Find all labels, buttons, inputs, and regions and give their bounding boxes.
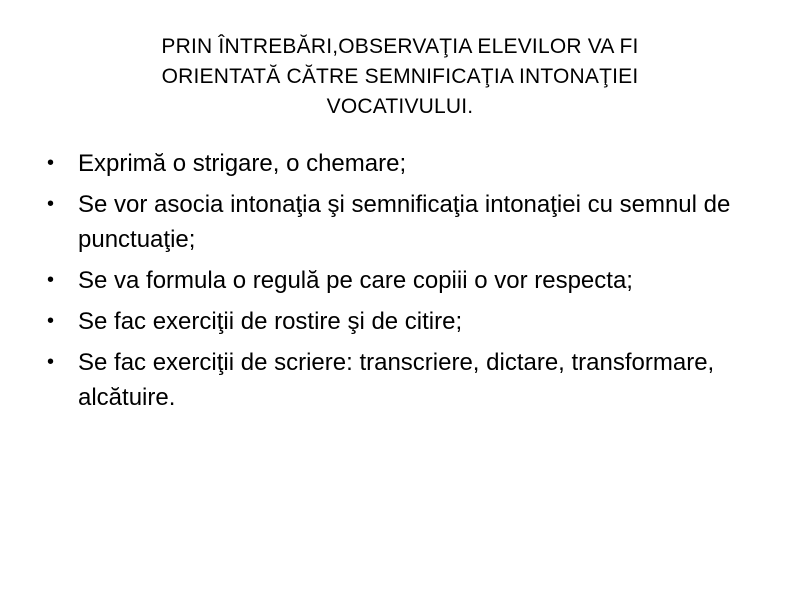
bullet-list: [44, 146, 764, 421]
bullet-text: Se fac exerciţii de scriere: transcriere, dictare, transformare, alcătuire.: [78, 349, 715, 411]
bullet-text: Se vor asocia intonaţia şi semnificaţia intonaţiei cu semnul de punctuaţie;: [78, 191, 731, 253]
bullet-icon: •: [47, 310, 55, 332]
slide-title-line: PRIN ÎNTREBĂRI,OBSERVAŢIA ELEVILOR VA FI: [161, 35, 639, 58]
bullet-icon: •: [47, 269, 55, 291]
bullet-item: [44, 187, 764, 257]
slide-title: [60, 32, 740, 122]
bullet-text: Se fac exerciţii de rostire şi de citire;: [78, 308, 463, 335]
bullet-icon: •: [47, 193, 55, 215]
bullet-item: [44, 146, 764, 181]
bullet-item: [44, 263, 764, 298]
bullet-item: [44, 304, 764, 339]
bullet-icon: •: [47, 152, 55, 174]
slide-title-line: ORIENTATĂ CĂTRE SEMNIFICAŢIA INTONAŢIEI: [161, 65, 639, 88]
slide-title-line: VOCATIVULUI.: [326, 95, 474, 118]
bullet-icon: •: [47, 351, 55, 373]
bullet-text: Exprimă o strigare, o chemare;: [78, 150, 407, 177]
bullet-item: [44, 345, 764, 415]
bullet-text: Se va formula o regulă pe care copiii o vor respecta;: [78, 267, 633, 294]
